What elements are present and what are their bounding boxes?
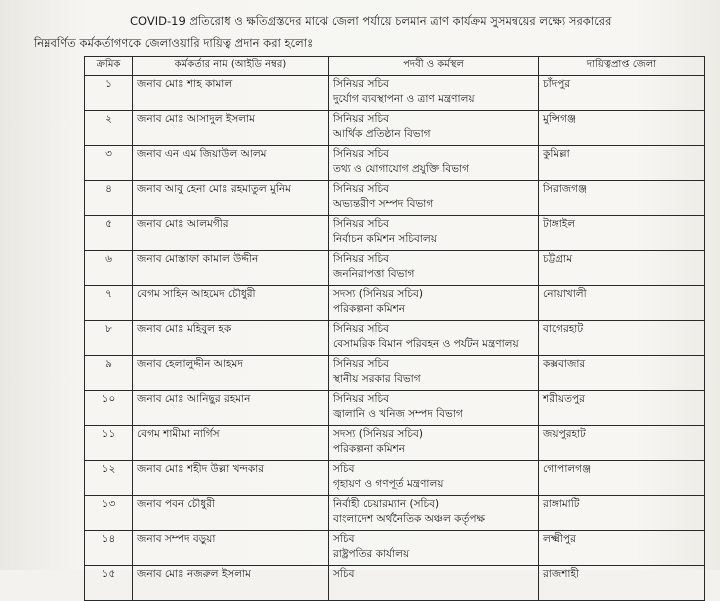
cell-serial: ৭	[85, 286, 133, 321]
cell-post: সিনিয়র সচিব	[333, 358, 389, 370]
cell-serial: ৬	[85, 251, 133, 286]
cell-post: সিনিয়র সচিব	[333, 393, 389, 405]
intro-paragraph	[34, 10, 694, 54]
cell-post-office	[329, 251, 539, 286]
cell-post: নির্বাহী চেয়ারম্যান (সচিব)	[333, 498, 440, 510]
cell-post: সচিব	[333, 568, 355, 580]
cell-post: সিনিয়র সচিব	[333, 113, 389, 125]
cell-district: মুন্সিগঞ্জ	[539, 111, 705, 146]
cell-post-office	[329, 146, 539, 181]
cell-officer-name: জনাব মোঃ শাহ কামাল	[133, 76, 329, 111]
cell-post-office	[329, 496, 539, 531]
cell-office: তথ্য ও যোগাযোগ প্রযুক্তি বিভাগ	[333, 163, 469, 175]
cell-district: চট্টগ্রাম	[539, 251, 705, 286]
cell-post-office	[329, 531, 539, 566]
cell-office: বাংলাদেশ অর্থনৈতিক অঞ্চল কর্তৃপক্ষ	[333, 513, 485, 525]
header-officer-name: কর্মকর্তার নাম (আইডি নম্বর)	[133, 57, 329, 76]
cell-serial: ৮	[85, 321, 133, 356]
cell-serial: ১১	[85, 426, 133, 461]
cell-officer-name: জনাব আবু হেনা মোঃ রহমাতুল মুনিম	[133, 181, 329, 216]
cell-office: নির্বাচন কমিশন সচিবালয়	[333, 233, 437, 245]
intro-line-2: নিম্নবর্ণিত কর্মকর্তাগণকে জেলাওয়ারি দায়িত্ব প্রদান করা হলোঃ	[34, 36, 314, 50]
cell-post-office	[329, 426, 539, 461]
table-row	[85, 181, 705, 216]
cell-officer-name: জনাব পবন চৌধুরী	[133, 496, 329, 531]
cell-office: রাষ্ট্রপতির কার্যালয়	[333, 548, 410, 560]
table-body	[85, 76, 705, 601]
cell-post: সিনিয়র সচিব	[333, 323, 389, 335]
cell-office: পরিকল্পনা কমিশন	[333, 443, 406, 455]
table-row	[85, 496, 705, 531]
cell-post-office	[329, 391, 539, 426]
cell-post-office	[329, 461, 539, 496]
cell-post-office	[329, 566, 539, 601]
cell-district: শরীয়তপুর	[539, 391, 705, 426]
cell-post: সদস্য (সিনিয়র সচিব)	[333, 428, 423, 440]
table-row	[85, 531, 705, 566]
cell-district: লক্ষ্মীপুর	[539, 531, 705, 566]
cell-serial: ১৩	[85, 496, 133, 531]
table-row	[85, 251, 705, 286]
table-row	[85, 321, 705, 356]
cell-office: আর্থিক প্রতিষ্ঠান বিভাগ	[333, 128, 431, 140]
cell-post-office	[329, 216, 539, 251]
cell-post-office	[329, 356, 539, 391]
cell-officer-name: জনাব সম্পদ বড়ুয়া	[133, 531, 329, 566]
cell-post: সদস্য (সিনিয়র সচিব)	[333, 288, 423, 300]
table-row	[85, 146, 705, 181]
cell-serial: ৯	[85, 356, 133, 391]
header-post-office: পদবী ও কর্মস্থল	[329, 57, 539, 76]
cell-office: স্থানীয় সরকার বিভাগ	[333, 373, 421, 385]
cell-district: রাজশাহী	[539, 566, 705, 601]
cell-district: রাঙ্গামাটি	[539, 496, 705, 531]
table-row	[85, 461, 705, 496]
cell-post: সিনিয়র সচিব	[333, 253, 389, 265]
cell-serial: ১৫	[85, 566, 133, 601]
cell-district: বাগেরহাট	[539, 321, 705, 356]
cell-district: নোয়াখালী	[539, 286, 705, 321]
cell-officer-name: জনাব মোঃ আনিছুর রহমান	[133, 391, 329, 426]
cell-post-office	[329, 76, 539, 111]
cell-office: অভ্যন্তরীণ সম্পদ বিভাগ	[333, 198, 434, 210]
table-row	[85, 356, 705, 391]
cell-serial: ১৪	[85, 531, 133, 566]
cell-office: দুর্যোগ ব্যবস্থাপনা ও ত্রাণ মন্ত্রণালয়	[333, 93, 475, 105]
cell-post: সচিব	[333, 533, 355, 545]
cell-office: গৃহায়ণ ও গণপূর্ত মন্ত্রণালয়	[333, 478, 444, 490]
cell-office: জ্বালানি ও খনিজ সম্পদ বিভাগ	[333, 408, 463, 420]
table-row	[85, 286, 705, 321]
cell-district: জয়পুরহাট	[539, 426, 705, 461]
cell-post: সিনিয়র সচিব	[333, 218, 389, 230]
cell-district: কুমিল্লা	[539, 146, 705, 181]
table-header-row	[85, 57, 705, 76]
cell-officer-name: জনাব হেলালুদ্দীন আহমদ	[133, 356, 329, 391]
cell-serial: ১২	[85, 461, 133, 496]
table-row	[85, 216, 705, 251]
cell-officer-name: জনাব মোঃ মহিবুল হক	[133, 321, 329, 356]
cell-officer-name: জনাব মোঃ আলমগীর	[133, 216, 329, 251]
cell-district: সিরাজগঞ্জ	[539, 181, 705, 216]
cell-officer-name: বেগম শামীমা নার্গিস	[133, 426, 329, 461]
cell-post-office	[329, 321, 539, 356]
cell-post: সিনিয়র সচিব	[333, 148, 389, 160]
cell-serial: ১	[85, 76, 133, 111]
cell-post: সিনিয়র সচিব	[333, 183, 389, 195]
cell-office: জননিরাপত্তা বিভাগ	[333, 268, 415, 280]
cell-post: সচিব	[333, 463, 355, 475]
cell-district: গোপালগঞ্জ	[539, 461, 705, 496]
cell-serial: ১০	[85, 391, 133, 426]
cell-office: বেসামরিক বিমান পরিবহন ও পর্যটন মন্ত্রণালয়	[333, 338, 519, 350]
cell-serial: ৩	[85, 146, 133, 181]
table-row	[85, 426, 705, 461]
cell-officer-name: বেগম সাহিন আহমেদ চৌধুরী	[133, 286, 329, 321]
officer-district-table	[84, 56, 705, 601]
cell-post-office	[329, 181, 539, 216]
cell-serial: ৫	[85, 216, 133, 251]
cell-officer-name: জনাব মোঃ শহীদ উল্লা খন্দকার	[133, 461, 329, 496]
intro-line-1: COVID-19 প্রতিরোধ ও ক্ষতিগ্রস্তদের মাঝে জেলা পর্যায়ে চলমান ত্রাণ কার্যক্রম সুসমন্বয়ের লক্ষ্যে সরকারের	[130, 14, 612, 28]
cell-office: পরিকল্পনা কমিশন	[333, 303, 406, 315]
cell-serial: ২	[85, 111, 133, 146]
header-serial: ক্রমিক	[85, 57, 133, 76]
header-district: দায়িত্বপ্রাপ্ত জেলা	[539, 57, 705, 76]
cell-district: কক্সবাজার	[539, 356, 705, 391]
table-row	[85, 566, 705, 601]
table-row	[85, 76, 705, 111]
cell-serial: ৪	[85, 181, 133, 216]
cell-officer-name: জনাব মোস্তাফা কামাল উদ্দীন	[133, 251, 329, 286]
cell-officer-name: জনাব এন এম জিয়াউল আলম	[133, 146, 329, 181]
table-row	[85, 111, 705, 146]
cell-officer-name: জনাব মোঃ নজরুল ইসলাম	[133, 566, 329, 601]
cell-district: টাঙ্গাইল	[539, 216, 705, 251]
cell-district: চাঁদপুর	[539, 76, 705, 111]
cell-post-office	[329, 286, 539, 321]
cell-post-office	[329, 111, 539, 146]
cell-post: সিনিয়র সচিব	[333, 78, 389, 90]
cell-officer-name: জনাব মোঃ আসাদুল ইসলাম	[133, 111, 329, 146]
table-row	[85, 391, 705, 426]
